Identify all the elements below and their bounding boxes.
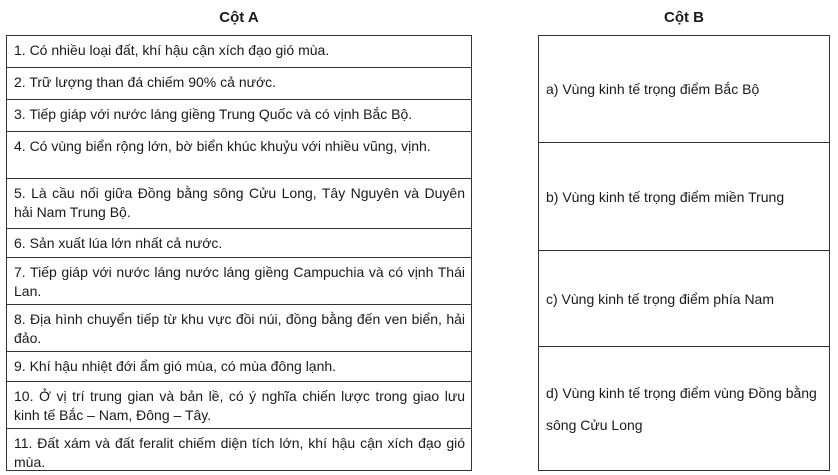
column-b-item-d: d) Vùng kinh tế trọng điểm vùng Đồng bằng sông Cửu Long — [538, 347, 830, 471]
column-a-item-2: 2. Trữ lượng than đá chiếm 90% cả nước. — [6, 68, 472, 100]
column-a-item-3: 3. Tiếp giáp với nước láng giềng Trung Quốc và có vịnh Bắc Bộ. — [6, 100, 472, 132]
column-a-heading: Cột A — [219, 9, 259, 26]
column-a-item-8: 8. Địa hình chuyển tiếp từ khu vực đồi núi, đồng bằng đến ven biển, hải đảo. — [6, 305, 472, 352]
column-a-item-7: 7. Tiếp giáp với nước láng nước láng giềng Campuchia và có vịnh Thái Lan. — [6, 258, 472, 305]
column-b-item-b: b) Vùng kinh tế trọng điểm miền Trung — [538, 143, 830, 251]
column-a-item-9: 9. Khí hậu nhiệt đới ẩm gió mùa, có mùa đông lạnh. — [6, 352, 472, 382]
column-b-table — [538, 35, 830, 471]
column-a-item-11: 11. Đất xám và đất feralit chiếm diện tích lớn, khí hậu cận xích đạo gió mùa. — [6, 429, 472, 471]
column-a-item-4: 4. Có vùng biển rộng lớn, bờ biển khúc khuỷu với nhiều vũng, vịnh. — [6, 132, 472, 179]
column-b-item-c: c) Vùng kinh tế trọng điểm phía Nam — [538, 251, 830, 347]
column-a-item-5: 5. Là cầu nối giữa Đồng bằng sông Cửu Long, Tây Nguyên và Duyên hải Nam Trung Bộ. — [6, 179, 472, 229]
column-b-heading: Cột B — [664, 9, 704, 26]
column-a-item-1: 1. Có nhiều loại đất, khí hậu cận xích đạo gió mùa. — [6, 36, 472, 68]
column-a-item-10: 10. Ở vị trí trung gian và bản lề, có ý nghĩa chiến lược trong giao lưu kinh tế Bắc – Nam, Đông – Tây. — [6, 382, 472, 429]
column-a-table — [6, 35, 472, 471]
column-b-item-a: a) Vùng kinh tế trọng điểm Bắc Bộ — [538, 36, 830, 143]
column-a-item-6: 6. Sản xuất lúa lớn nhất cả nước. — [6, 229, 472, 258]
